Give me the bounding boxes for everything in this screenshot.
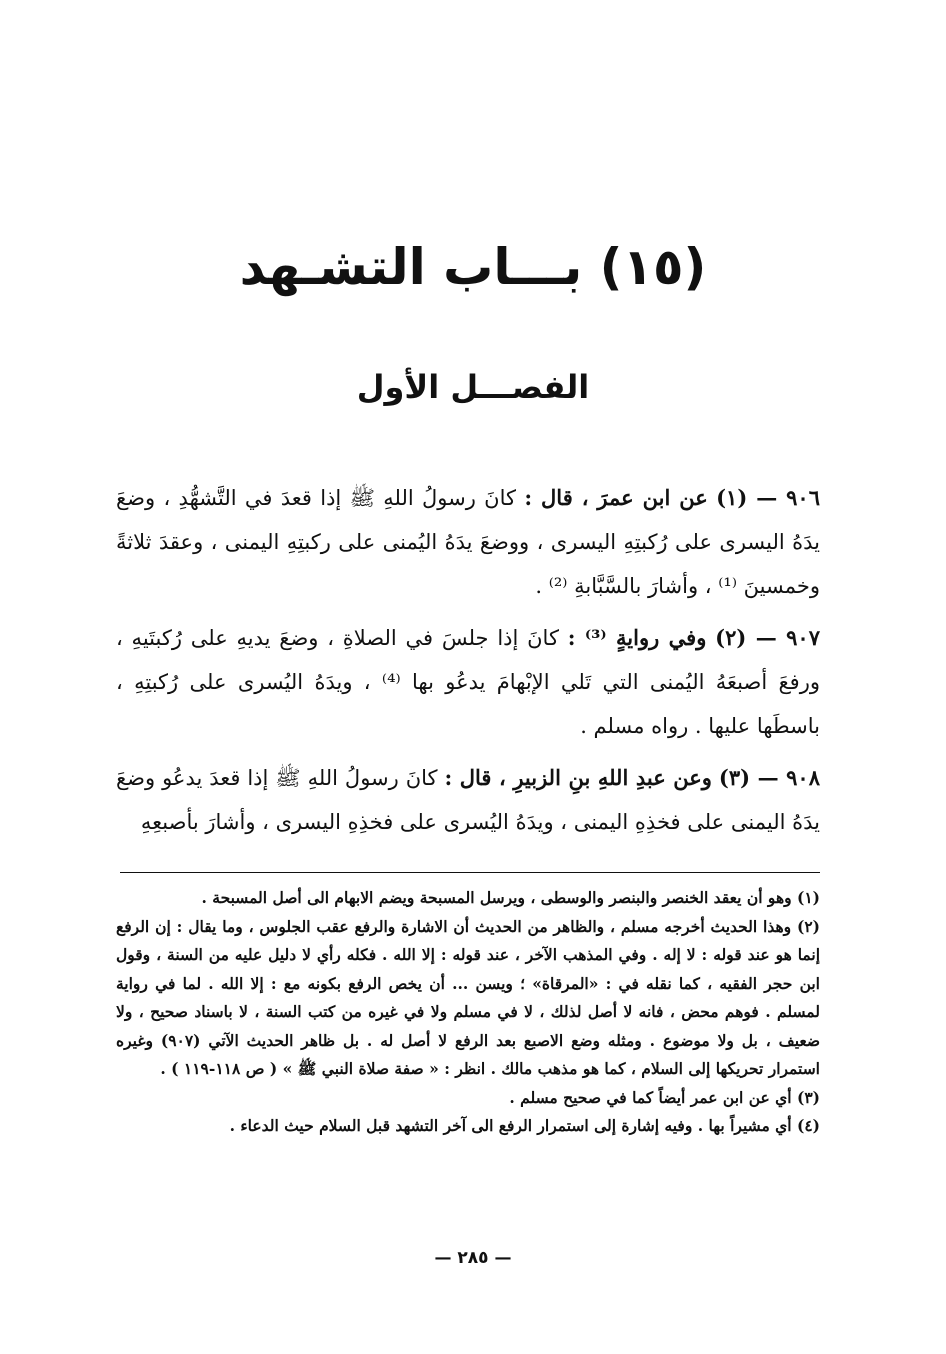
page-number: — ٢٨٥ — (434, 1248, 512, 1268)
hadith-text: كانَ إذا جلسَ في الصلاةِ ، وضعَ يديهِ على رُكبتَيهِ ، ورفعَ أصبعَهُ اليُمنى التي تَلي الإبْهامَ يدعُو بها ⁽⁴⁾ ، ويدَهُ اليُسرى على رُكبتِهِ ، باسطَها عليها . رواه مسلم . (116, 626, 820, 738)
footnote-1: (١) وهو أن يعقد الخنصر والبنصر والوسطى ، ويرسل المسبحة ويضم الابهام الى أصل المسبحة . (201, 888, 820, 907)
hadith-text: كانَ رسولُ اللهِ ﷺ إذا قعدَ يدعُو وضعَ يدَهُ اليمنى على فخذِهِ اليمنى ، ويدَهُ اليُسرى على فخذِهِ اليسرى ، وأشارَ بأصبعِهِ (116, 766, 820, 834)
footnotes (116, 884, 820, 1141)
footnote-4: (٤) أي مشيراً بها . وفيه إشارة إلى استمرار الرفع الى آخر التشهد قبل السلام حيث الدعاء . (229, 1116, 820, 1135)
hadith-narrator: وعن عبدِ اللهِ بنِ الزبيرِ ، قال : (444, 765, 712, 790)
hadith-number: ٩٠٦ — (١) (716, 485, 820, 510)
hadith-narrator: عن ابن عمرَ ، قال : (524, 485, 708, 510)
hadith-907 (116, 616, 820, 748)
hadith-908 (116, 756, 820, 844)
hadith-number: ٩٠٧ — (٢) (715, 625, 820, 650)
hadith-906 (116, 476, 820, 608)
footnote-3: (٣) أي عن ابن عمر أيضاً كما في صحيح مسلم . (509, 1087, 820, 1107)
hadith-text: كانَ رسولُ اللهِ ﷺ إذا قعدَ في التَّشهُّدِ ، وضعَ يدَهُ اليسرى على رُكبتِهِ اليسرى ، ووضعَ يدَهُ اليُمنى على ركبتِهِ اليمنى ، وعقدَ ثلاثةً وخمسينَ ⁽¹⁾ ، وأشارَ بالسَّبَّابةِ ⁽²⁾ . (116, 486, 820, 598)
chapter-title: (١٥) بـــاب التشـهد (239, 238, 707, 296)
hadith-number: ٩٠٨ — (٣) (718, 765, 820, 790)
footnote-divider (120, 872, 820, 873)
footnote-2: (٢) وهذا الحديث أخرجه مسلم ، والظاهر من الحديث أن الاشارة والرفع عقب الجلوس ، وما يقال : إن الرفع إنما هو عند قوله : لا إله . وفي المذهب الآخر ، عند قوله : إلا الله . فكله رأي لا دليل عليه من السنة ، وقول ابن حجر الفقيه ، كما نقله في : «المرقاة» ؛ ويسن ... أن يخص الرفع بكونه مع : إلا الله . لما في رواية لمسلم . فوهم محض ، فانه لا أصل لذلك ، لا في مسلم ولا في غيره من كتب السنة ، لا باسناد صحيح ، ولا ضعيف ، بل ولا موضوع . ومثله وضع الاصبع بعد الرفع لا أصل له . بل ظاهر الحديث الآتي (٩٠٧) وغيره استمرار تحريكها إلى السلام ، كما هو مذهب مالك . انظر : « صفة صلاة النبي ﷺ » ( ص ١١٨-١١٩ ) . (116, 916, 821, 1078)
section-title: الفصـــل الأول (356, 368, 590, 406)
hadith-narrator: وفي روايةٍ ⁽³⁾ : (567, 625, 707, 650)
hadith-list (116, 476, 820, 852)
